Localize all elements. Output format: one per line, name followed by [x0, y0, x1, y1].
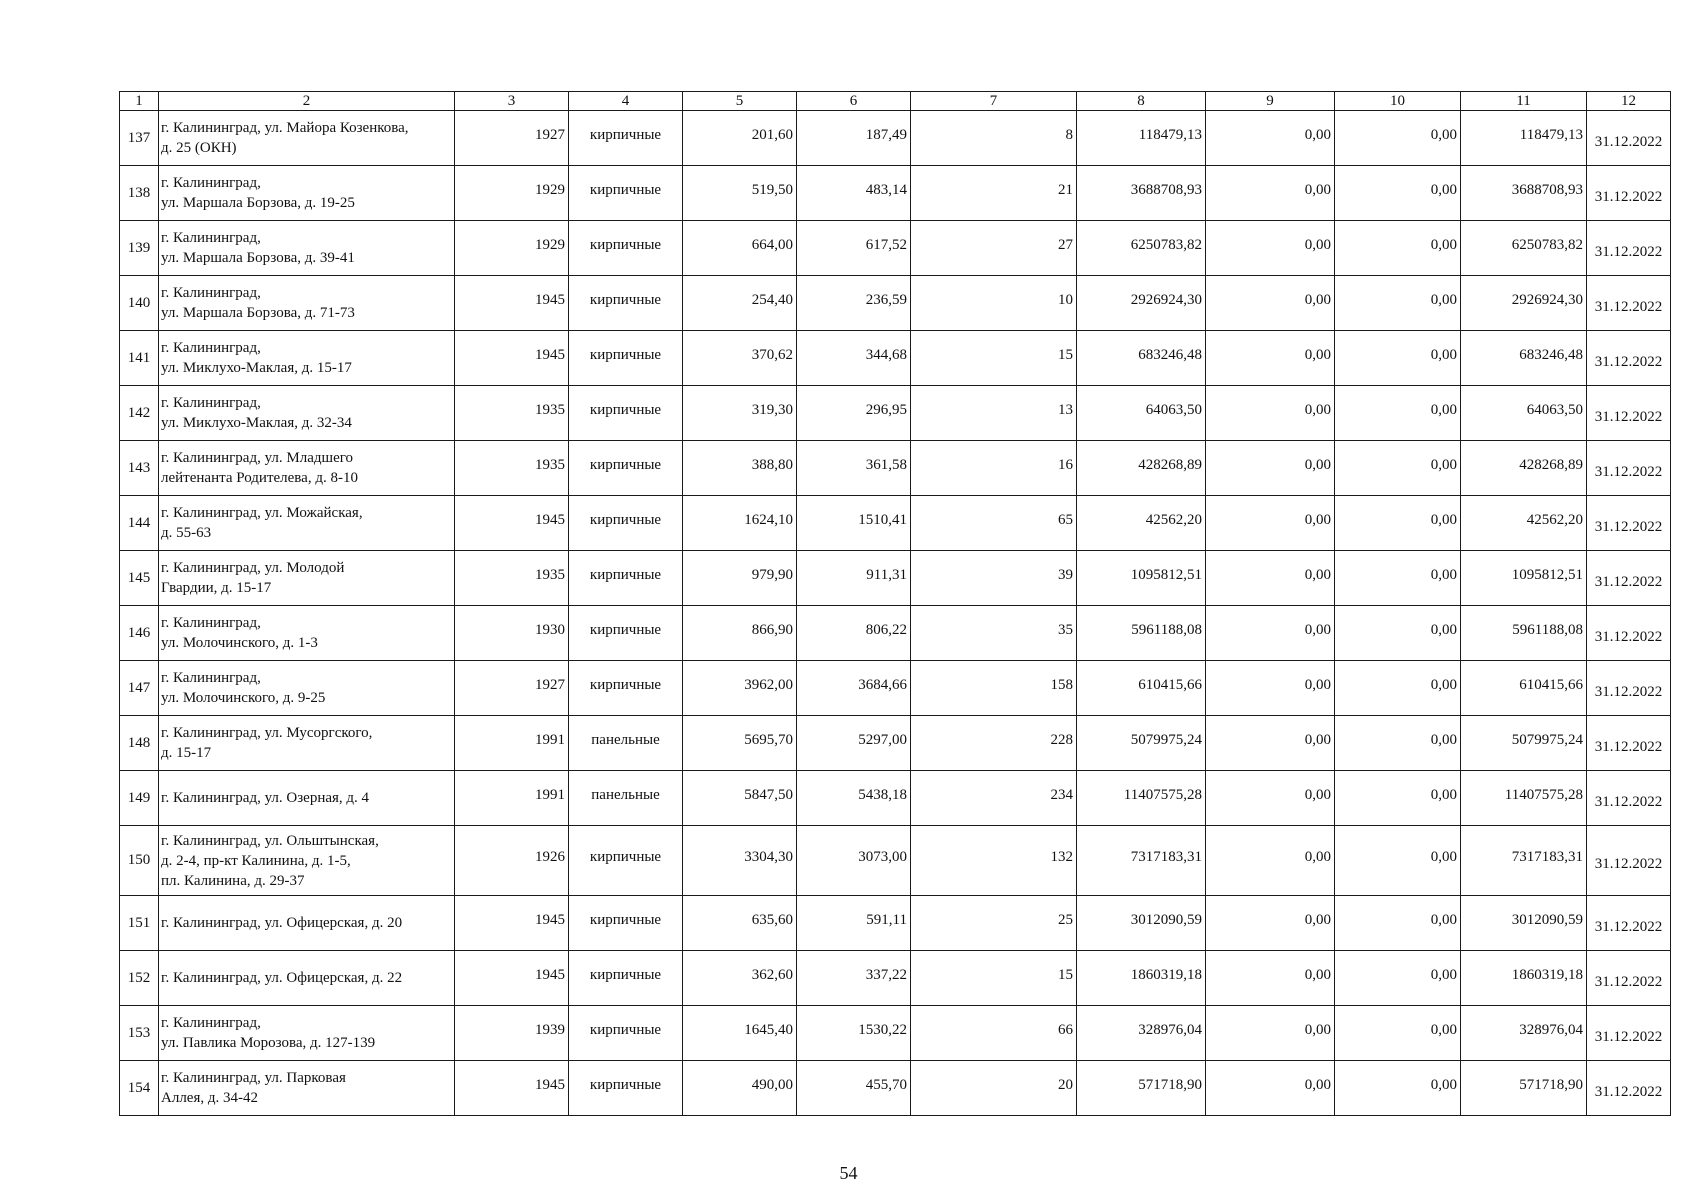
col5-cell: 3962,00: [683, 661, 797, 716]
col8-cell: 428268,89: [1077, 441, 1206, 496]
col9-cell: 0,00: [1206, 771, 1335, 826]
col6-cell: 236,59: [797, 276, 911, 331]
address-cell: г. Калининград, ул. Маршала Борзова, д. 71-73: [159, 276, 455, 331]
col9-cell: 0,00: [1206, 386, 1335, 441]
col9-cell: 0,00: [1206, 1061, 1335, 1116]
address-cell: г. Калининград, ул. Мусоргского, д. 15-17: [159, 716, 455, 771]
table-row: [120, 896, 1671, 951]
col5-cell: 635,60: [683, 896, 797, 951]
col6-cell: 5438,18: [797, 771, 911, 826]
date-cell: 31.12.2022: [1587, 661, 1671, 716]
address-cell: г. Калининград, ул. Майора Козенкова, д. 25 (ОКН): [159, 111, 455, 166]
col9-cell: 0,00: [1206, 716, 1335, 771]
year-built-cell: 1991: [455, 716, 569, 771]
col7-cell: 39: [911, 551, 1077, 606]
col6-cell: 3073,00: [797, 826, 911, 896]
col9-cell: 0,00: [1206, 551, 1335, 606]
col8-cell: 571718,90: [1077, 1061, 1206, 1116]
row-number-cell: 149: [120, 771, 159, 826]
col7-cell: 10: [911, 276, 1077, 331]
col10-cell: 0,00: [1335, 896, 1461, 951]
col5-cell: 979,90: [683, 551, 797, 606]
wall-material-cell: кирпичные: [569, 441, 683, 496]
row-number-cell: 144: [120, 496, 159, 551]
wall-material-cell: кирпичные: [569, 496, 683, 551]
address-cell: г. Калининград, ул. Парковая Аллея, д. 34-42: [159, 1061, 455, 1116]
col11-cell: 42562,20: [1461, 496, 1587, 551]
date-cell: 31.12.2022: [1587, 716, 1671, 771]
year-built-cell: 1929: [455, 221, 569, 276]
year-built-cell: 1945: [455, 896, 569, 951]
col10-cell: 0,00: [1335, 111, 1461, 166]
row-number-cell: 145: [120, 551, 159, 606]
wall-material-cell: кирпичные: [569, 221, 683, 276]
wall-material-cell: кирпичные: [569, 896, 683, 951]
year-built-cell: 1930: [455, 606, 569, 661]
col8-cell: 42562,20: [1077, 496, 1206, 551]
row-number-cell: 139: [120, 221, 159, 276]
col8-cell: 5079975,24: [1077, 716, 1206, 771]
col5-cell: 3304,30: [683, 826, 797, 896]
col6-cell: 5297,00: [797, 716, 911, 771]
table-row: [120, 606, 1671, 661]
wall-material-cell: кирпичные: [569, 111, 683, 166]
col11-cell: 7317183,31: [1461, 826, 1587, 896]
year-built-cell: 1939: [455, 1006, 569, 1061]
column-header: 1: [120, 92, 159, 111]
wall-material-cell: кирпичные: [569, 951, 683, 1006]
col5-cell: 866,90: [683, 606, 797, 661]
col11-cell: 6250783,82: [1461, 221, 1587, 276]
address-cell: г. Калининград, ул. Миклухо-Маклая, д. 32-34: [159, 386, 455, 441]
col9-cell: 0,00: [1206, 111, 1335, 166]
column-number-row: [120, 92, 1671, 111]
wall-material-cell: кирпичные: [569, 606, 683, 661]
table-row: [120, 1061, 1671, 1116]
row-number-cell: 141: [120, 331, 159, 386]
table-body: [120, 111, 1671, 1116]
table-row: [120, 716, 1671, 771]
table-row: [120, 826, 1671, 896]
col8-cell: 328976,04: [1077, 1006, 1206, 1061]
col7-cell: 234: [911, 771, 1077, 826]
col7-cell: 132: [911, 826, 1077, 896]
column-header: 12: [1587, 92, 1671, 111]
table-row: [120, 441, 1671, 496]
col8-cell: 11407575,28: [1077, 771, 1206, 826]
row-number-cell: 148: [120, 716, 159, 771]
col6-cell: 361,58: [797, 441, 911, 496]
date-cell: 31.12.2022: [1587, 551, 1671, 606]
col6-cell: 591,11: [797, 896, 911, 951]
address-cell: г. Калининград, ул. Офицерская, д. 22: [159, 951, 455, 1006]
col11-cell: 2926924,30: [1461, 276, 1587, 331]
col10-cell: 0,00: [1335, 441, 1461, 496]
year-built-cell: 1945: [455, 496, 569, 551]
column-header: 3: [455, 92, 569, 111]
row-number-cell: 140: [120, 276, 159, 331]
housing-register-table: [119, 91, 1671, 1116]
date-cell: 31.12.2022: [1587, 826, 1671, 896]
col5-cell: 201,60: [683, 111, 797, 166]
table-row: [120, 331, 1671, 386]
col9-cell: 0,00: [1206, 896, 1335, 951]
year-built-cell: 1927: [455, 661, 569, 716]
date-cell: 31.12.2022: [1587, 386, 1671, 441]
wall-material-cell: панельные: [569, 716, 683, 771]
col8-cell: 610415,66: [1077, 661, 1206, 716]
date-cell: 31.12.2022: [1587, 221, 1671, 276]
row-number-cell: 154: [120, 1061, 159, 1116]
col8-cell: 1095812,51: [1077, 551, 1206, 606]
col10-cell: 0,00: [1335, 771, 1461, 826]
year-built-cell: 1945: [455, 331, 569, 386]
address-cell: г. Калининград, ул. Младшего лейтенанта Родителева, д. 8-10: [159, 441, 455, 496]
row-number-cell: 143: [120, 441, 159, 496]
date-cell: 31.12.2022: [1587, 276, 1671, 331]
year-built-cell: 1991: [455, 771, 569, 826]
column-header: 7: [911, 92, 1077, 111]
col11-cell: 683246,48: [1461, 331, 1587, 386]
column-header: 4: [569, 92, 683, 111]
table-row: [120, 661, 1671, 716]
row-number-cell: 151: [120, 896, 159, 951]
col7-cell: 16: [911, 441, 1077, 496]
table-row: [120, 551, 1671, 606]
col9-cell: 0,00: [1206, 331, 1335, 386]
row-number-cell: 147: [120, 661, 159, 716]
col5-cell: 664,00: [683, 221, 797, 276]
date-cell: 31.12.2022: [1587, 951, 1671, 1006]
col6-cell: 344,68: [797, 331, 911, 386]
col7-cell: 35: [911, 606, 1077, 661]
wall-material-cell: кирпичные: [569, 276, 683, 331]
address-cell: г. Калининград, ул. Молочинского, д. 1-3: [159, 606, 455, 661]
row-number-cell: 153: [120, 1006, 159, 1061]
col7-cell: 15: [911, 331, 1077, 386]
date-cell: 31.12.2022: [1587, 441, 1671, 496]
col10-cell: 0,00: [1335, 166, 1461, 221]
col7-cell: 158: [911, 661, 1077, 716]
col11-cell: 1860319,18: [1461, 951, 1587, 1006]
wall-material-cell: кирпичные: [569, 661, 683, 716]
date-cell: 31.12.2022: [1587, 896, 1671, 951]
col5-cell: 1645,40: [683, 1006, 797, 1061]
col9-cell: 0,00: [1206, 441, 1335, 496]
address-cell: г. Калининград, ул. Миклухо-Маклая, д. 15-17: [159, 331, 455, 386]
col7-cell: 13: [911, 386, 1077, 441]
wall-material-cell: кирпичные: [569, 166, 683, 221]
wall-material-cell: кирпичные: [569, 1061, 683, 1116]
wall-material-cell: кирпичные: [569, 1006, 683, 1061]
col11-cell: 64063,50: [1461, 386, 1587, 441]
table-row: [120, 166, 1671, 221]
col5-cell: 254,40: [683, 276, 797, 331]
date-cell: 31.12.2022: [1587, 1006, 1671, 1061]
row-number-cell: 150: [120, 826, 159, 896]
address-cell: г. Калининград, ул. Маршала Борзова, д. 39-41: [159, 221, 455, 276]
col7-cell: 27: [911, 221, 1077, 276]
row-number-cell: 152: [120, 951, 159, 1006]
col10-cell: 0,00: [1335, 606, 1461, 661]
col9-cell: 0,00: [1206, 496, 1335, 551]
col5-cell: 5847,50: [683, 771, 797, 826]
year-built-cell: 1935: [455, 551, 569, 606]
col9-cell: 0,00: [1206, 276, 1335, 331]
wall-material-cell: кирпичные: [569, 826, 683, 896]
date-cell: 31.12.2022: [1587, 496, 1671, 551]
col6-cell: 455,70: [797, 1061, 911, 1116]
column-header: 10: [1335, 92, 1461, 111]
column-header: 5: [683, 92, 797, 111]
col5-cell: 388,80: [683, 441, 797, 496]
wall-material-cell: панельные: [569, 771, 683, 826]
col10-cell: 0,00: [1335, 826, 1461, 896]
col9-cell: 0,00: [1206, 1006, 1335, 1061]
col7-cell: 228: [911, 716, 1077, 771]
row-number-cell: 146: [120, 606, 159, 661]
year-built-cell: 1927: [455, 111, 569, 166]
year-built-cell: 1929: [455, 166, 569, 221]
col7-cell: 25: [911, 896, 1077, 951]
col9-cell: 0,00: [1206, 951, 1335, 1006]
col6-cell: 337,22: [797, 951, 911, 1006]
col8-cell: 3688708,93: [1077, 166, 1206, 221]
wall-material-cell: кирпичные: [569, 331, 683, 386]
wall-material-cell: кирпичные: [569, 386, 683, 441]
col8-cell: 2926924,30: [1077, 276, 1206, 331]
col7-cell: 8: [911, 111, 1077, 166]
column-header: 9: [1206, 92, 1335, 111]
column-header: 2: [159, 92, 455, 111]
col5-cell: 319,30: [683, 386, 797, 441]
wall-material-cell: кирпичные: [569, 551, 683, 606]
page-number: 54: [839, 1163, 858, 1183]
col9-cell: 0,00: [1206, 606, 1335, 661]
address-cell: г. Калининград, ул. Можайская, д. 55-63: [159, 496, 455, 551]
col9-cell: 0,00: [1206, 661, 1335, 716]
col10-cell: 0,00: [1335, 661, 1461, 716]
date-cell: 31.12.2022: [1587, 331, 1671, 386]
col11-cell: 3688708,93: [1461, 166, 1587, 221]
col8-cell: 5961188,08: [1077, 606, 1206, 661]
col6-cell: 617,52: [797, 221, 911, 276]
col11-cell: 118479,13: [1461, 111, 1587, 166]
col10-cell: 0,00: [1335, 276, 1461, 331]
table-row: [120, 276, 1671, 331]
address-cell: г. Калининград, ул. Ольштынская, д. 2-4, пр-кт Калинина, д. 1-5, пл. Калинина, д. 29-37: [159, 826, 455, 896]
table-row: [120, 221, 1671, 276]
table-row: [120, 111, 1671, 166]
address-cell: г. Калининград, ул. Павлика Морозова, д. 127-139: [159, 1006, 455, 1061]
address-cell: г. Калининград, ул. Озерная, д. 4: [159, 771, 455, 826]
address-cell: г. Калининград, ул. Молочинского, д. 9-25: [159, 661, 455, 716]
col9-cell: 0,00: [1206, 826, 1335, 896]
col10-cell: 0,00: [1335, 551, 1461, 606]
row-number-cell: 137: [120, 111, 159, 166]
col11-cell: 3012090,59: [1461, 896, 1587, 951]
col6-cell: 296,95: [797, 386, 911, 441]
year-built-cell: 1935: [455, 441, 569, 496]
col5-cell: 5695,70: [683, 716, 797, 771]
year-built-cell: 1935: [455, 386, 569, 441]
col8-cell: 1860319,18: [1077, 951, 1206, 1006]
col9-cell: 0,00: [1206, 166, 1335, 221]
col11-cell: 610415,66: [1461, 661, 1587, 716]
date-cell: 31.12.2022: [1587, 166, 1671, 221]
year-built-cell: 1926: [455, 826, 569, 896]
col10-cell: 0,00: [1335, 951, 1461, 1006]
col11-cell: 5961188,08: [1461, 606, 1587, 661]
col7-cell: 15: [911, 951, 1077, 1006]
col10-cell: 0,00: [1335, 496, 1461, 551]
col8-cell: 7317183,31: [1077, 826, 1206, 896]
col6-cell: 1510,41: [797, 496, 911, 551]
col5-cell: 519,50: [683, 166, 797, 221]
table-row: [120, 951, 1671, 1006]
date-cell: 31.12.2022: [1587, 111, 1671, 166]
column-header: 8: [1077, 92, 1206, 111]
address-cell: г. Калининград, ул. Офицерская, д. 20: [159, 896, 455, 951]
col10-cell: 0,00: [1335, 386, 1461, 441]
column-header: 6: [797, 92, 911, 111]
col10-cell: 0,00: [1335, 221, 1461, 276]
col6-cell: 1530,22: [797, 1006, 911, 1061]
table-row: [120, 1006, 1671, 1061]
date-cell: 31.12.2022: [1587, 606, 1671, 661]
year-built-cell: 1945: [455, 1061, 569, 1116]
date-cell: 31.12.2022: [1587, 1061, 1671, 1116]
year-built-cell: 1945: [455, 951, 569, 1006]
table-row: [120, 386, 1671, 441]
col8-cell: 6250783,82: [1077, 221, 1206, 276]
col10-cell: 0,00: [1335, 716, 1461, 771]
col7-cell: 66: [911, 1006, 1077, 1061]
col11-cell: 11407575,28: [1461, 771, 1587, 826]
row-number-cell: 138: [120, 166, 159, 221]
col10-cell: 0,00: [1335, 331, 1461, 386]
col6-cell: 911,31: [797, 551, 911, 606]
col10-cell: 0,00: [1335, 1061, 1461, 1116]
table-row: [120, 771, 1671, 826]
date-cell: 31.12.2022: [1587, 771, 1671, 826]
col5-cell: 1624,10: [683, 496, 797, 551]
col7-cell: 65: [911, 496, 1077, 551]
col11-cell: 328976,04: [1461, 1006, 1587, 1061]
col6-cell: 483,14: [797, 166, 911, 221]
col6-cell: 806,22: [797, 606, 911, 661]
col8-cell: 118479,13: [1077, 111, 1206, 166]
col7-cell: 20: [911, 1061, 1077, 1116]
col5-cell: 490,00: [683, 1061, 797, 1116]
table-row: [120, 496, 1671, 551]
row-number-cell: 142: [120, 386, 159, 441]
col7-cell: 21: [911, 166, 1077, 221]
col9-cell: 0,00: [1206, 221, 1335, 276]
col10-cell: 0,00: [1335, 1006, 1461, 1061]
address-cell: г. Калининград, ул. Молодой Гвардии, д. 15-17: [159, 551, 455, 606]
col11-cell: 5079975,24: [1461, 716, 1587, 771]
col11-cell: 1095812,51: [1461, 551, 1587, 606]
column-header: 11: [1461, 92, 1587, 111]
col8-cell: 3012090,59: [1077, 896, 1206, 951]
col6-cell: 187,49: [797, 111, 911, 166]
col11-cell: 428268,89: [1461, 441, 1587, 496]
col5-cell: 362,60: [683, 951, 797, 1006]
address-cell: г. Калининград, ул. Маршала Борзова, д. 19-25: [159, 166, 455, 221]
col8-cell: 683246,48: [1077, 331, 1206, 386]
col11-cell: 571718,90: [1461, 1061, 1587, 1116]
year-built-cell: 1945: [455, 276, 569, 331]
col5-cell: 370,62: [683, 331, 797, 386]
col6-cell: 3684,66: [797, 661, 911, 716]
col8-cell: 64063,50: [1077, 386, 1206, 441]
